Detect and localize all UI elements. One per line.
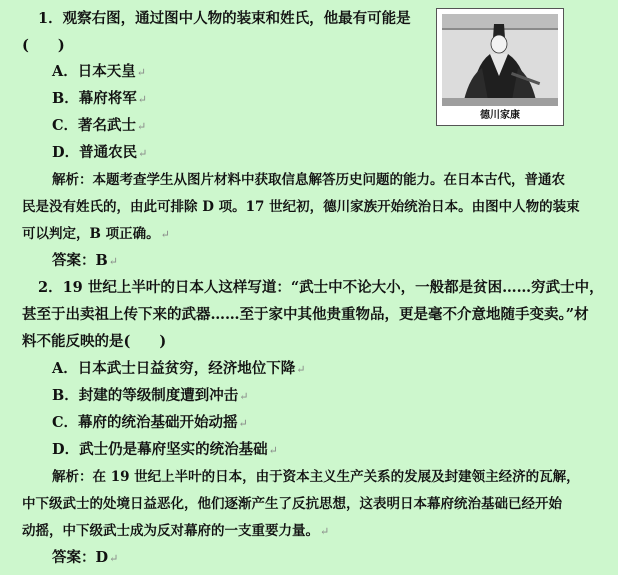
q2-answer: 答案：D↵ bbox=[52, 549, 119, 566]
q1-stem-line-2: ( ) bbox=[22, 37, 65, 54]
q1-option-b: B．幕府将军↵ bbox=[52, 90, 147, 107]
q2-stem-line-1: 2．19 世纪上半叶的日本人这样写道：“武士中不论大小，一般都是贫困……穷武士中， bbox=[38, 279, 604, 296]
q1-analysis-line-2: 民是没有姓氏的，由此可排除 D 项。17 世纪初，德川家族开始统治日本。由图中人物的装束 bbox=[22, 199, 580, 215]
q1-option-d: D．普通农民↵ bbox=[52, 144, 148, 161]
q2-option-c: C．幕府的统治基础开始动摇↵ bbox=[52, 414, 248, 431]
q1-stem-line-1: 1．观察右图，通过图中人物的装束和姓氏，他最有可能是 bbox=[38, 10, 411, 27]
portrait-image bbox=[442, 14, 558, 106]
q1-answer: 答案：B↵ bbox=[52, 252, 118, 269]
q2-option-d: D．武士仍是幕府坚实的统治基础↵ bbox=[52, 441, 278, 458]
q2-analysis-line-3: 动摇，中下级武士成为反对幕府的一支重要力量。↵ bbox=[22, 523, 330, 539]
q1-option-a: A．日本天皇↵ bbox=[52, 63, 146, 80]
q2-option-b: B．封建的等级制度遭到冲击↵ bbox=[52, 387, 249, 404]
portrait-figure bbox=[436, 8, 564, 126]
q2-option-a: A．日本武士日益贫穷，经济地位下降↵ bbox=[52, 360, 306, 377]
portrait-caption: 德川家康 bbox=[480, 110, 520, 121]
q1-analysis-line-3: 可以判定，B 项正确。↵ bbox=[22, 226, 170, 242]
q2-stem-line-3: 料不能反映的是( ) bbox=[22, 333, 167, 350]
q2-stem-line-2: 甚至于出卖祖上传下来的武器……至于家中其他贵重物品，更是毫不介意地随手变卖。”材 bbox=[22, 306, 589, 323]
q1-analysis-line-1: 解析：本题考查学生从图片材料中获取信息解答历史问题的能力。在日本古代，普通农 bbox=[52, 172, 565, 188]
q1-option-c: C．著名武士↵ bbox=[52, 117, 147, 134]
q2-analysis-line-1: 解析：在 19 世纪上半叶的日本，由于资本主义生产关系的发展及封建领主经济的瓦解， bbox=[52, 469, 580, 485]
q2-analysis-line-2: 中下级武士的处境日益恶化，他们逐渐产生了反抗思想，这表明日本幕府统治基础已经开始 bbox=[22, 496, 562, 512]
